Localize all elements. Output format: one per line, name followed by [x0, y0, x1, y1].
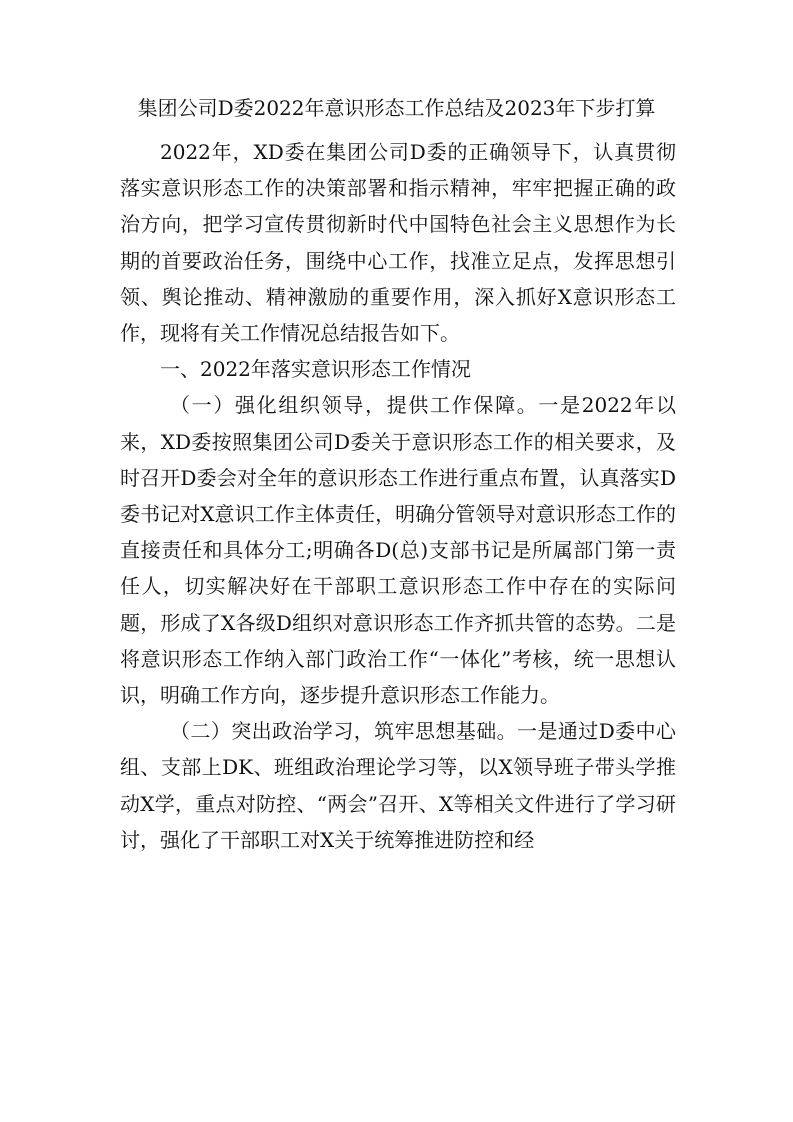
document-title: 集团公司D委2022年意识形态工作总结及2023年下步打算: [137, 96, 656, 120]
document-body: [120, 134, 676, 858]
intro-paragraph: 2022年，XD委在集团公司D委的正确领导下，认真贯彻落实意识形态工作的决策部署和指示精神，牢牢把握正确的政治方向，把学习宣传贯彻新时代中国特色社会主义思想作为长期的首要政治任务，围绕中心工作，找准立足点，发挥思想引领、舆论推动、精神激励的重要作用，深入抓好X意识形态工作，现将有关工作情况总结报告如下。: [120, 140, 676, 346]
section-heading-1: 一、2022年落实意识形态工作情况: [160, 357, 471, 382]
subsection-paragraph-1: （一）强化组织领导，提供工作保障。一是2022年以来，XD委按照集团公司D委关于意识形态工作的相关要求，及时召开D委会对全年的意识形态工作进行重点布置，认真落实D委书记对X意识工作主体责任，明确分管领导对意识形态工作的直接责任和具体分工;明确各D(总)支部书记是所属部门第一责任人，切实解决好在干部职工意识形态工作中存在的实际问题，形成了X各级D组织对意识形态工作齐抓共管的态势。二是将意识形态工作纳入部门政治工作“一体化”考核，统一思想认识，明确工作方向，逐步提升意识形态工作能力。: [120, 393, 676, 708]
subsection-paragraph-2: （二）突出政治学习，筑牢思想基础。一是通过D委中心组、支部上DK、班组政治理论学习等，以X领导班子带头学推动X学，重点对防控、“两会”召开、X等相关文件进行了学习研讨，强化了干部职工对X关于统筹推进防控和经: [120, 719, 676, 852]
